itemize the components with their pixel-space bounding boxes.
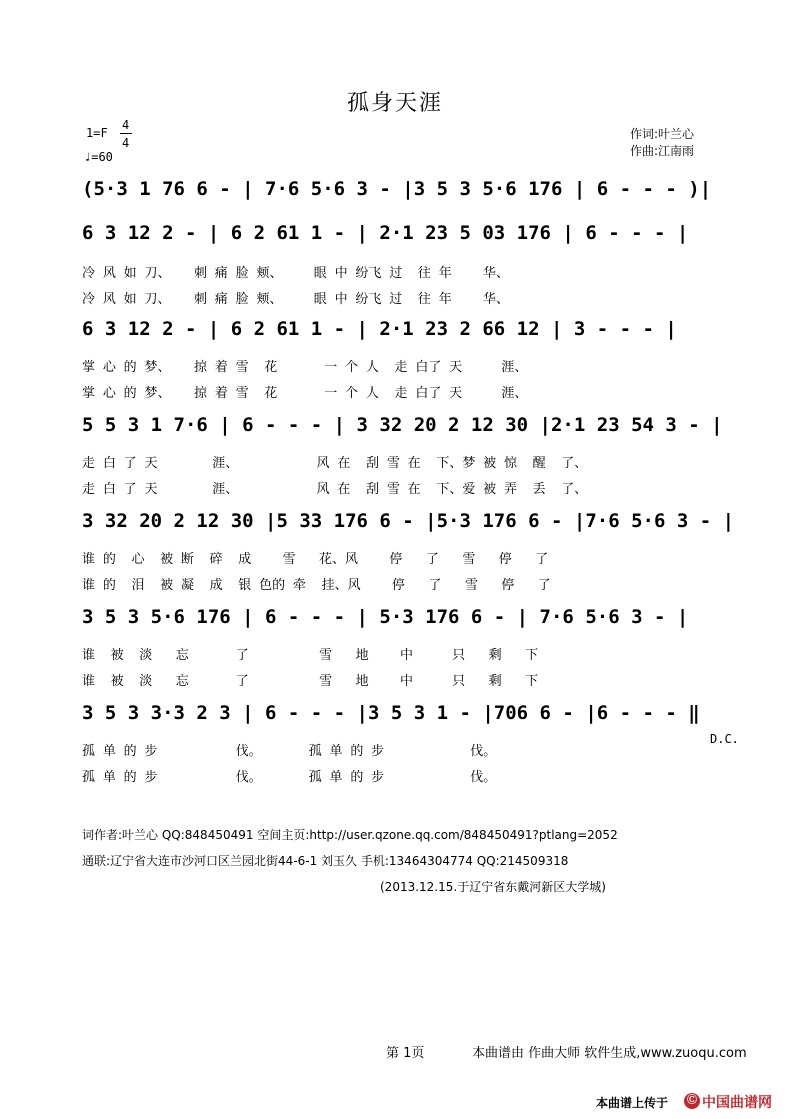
key-signature: 1=F [86, 126, 108, 140]
notes-row: 3 5 3 5·6 176 | 6 - - - | 5·3 176 6 - | 7·6 5·6 3 - | [82, 606, 689, 628]
lyric-line: 走 白 了 天 涯、 风 在 刮 雪 在 下、梦 被 惊 醒 了、 [82, 456, 588, 471]
time-signature-denominator: 4 [122, 136, 130, 150]
date-note: (2013.12.15.于辽宁省东戴河新区大学城) [380, 880, 606, 894]
notes-row: 6 3 12 2 - | 6 2 61 1 - | 2·1 23 2 66 12 | 3 - - - | [82, 318, 677, 340]
contact-info: 通联:辽宁省大连市沙河口区兰园北街44-6-1 刘玉久 手机:13464304774 QQ:214509318 [82, 854, 569, 868]
lyric-line: 掌 心 的 梦、 掠 着 雪 花 一 个 人 走 白了 天 涯、 [82, 386, 528, 401]
lyric-line: 谁 的 泪 被 凝 成 银 色的 牵 挂、风 停 了 雪 停 了 [82, 578, 551, 593]
page-number: 第 1页 [386, 1046, 425, 1061]
tempo-value: =60 [91, 150, 113, 164]
lyric-line: 掌 心 的 梦、 掠 着 雪 花 一 个 人 走 白了 天 涯、 [82, 360, 528, 375]
time-signature-numerator: 4 [122, 118, 130, 132]
lyric-line: 谁 被 淡 忘 了 雪 地 中 只 剩 下 [82, 674, 539, 689]
notes-row: 3 5 3 3·3 2 3 | 6 - - - |3 5 3 1 - |706 6 - |6 - - - ‖ [82, 702, 700, 724]
lyricist: 作词:叶兰心 [630, 127, 695, 141]
tempo-marking [84, 150, 113, 164]
lyric-line: 谁 被 淡 忘 了 雪 地 中 只 剩 下 [82, 648, 539, 663]
generator-note: 本曲谱由 作曲大师 软件生成,www.zuoqu.com [472, 1046, 747, 1061]
lyric-line: 冷 风 如 刀、 刺 痛 脸 颊、 眼 中 纷飞 过 往 年 华、 [82, 292, 510, 307]
quarter-note-icon: ♩ [84, 150, 92, 164]
lyric-line: 孤 单 的 步 伐。 孤 单 的 步 伐。 [82, 744, 497, 759]
upload-note: 本曲谱上传于 [596, 1096, 669, 1110]
time-signature-divider [120, 133, 132, 134]
credits [630, 126, 694, 160]
notes-row: 5 5 3 1 7·6 | 6 - - - | 3 32 20 2 12 30 |2·1 23 54 3 - | [82, 414, 723, 436]
author-info: 词作者:叶兰心 QQ:848450491 空间主页:http://user.qzone.qq.com/848450491?ptlang=2052 [82, 828, 618, 842]
lyric-line: 走 白 了 天 涯、 风 在 刮 雪 在 下、爱 被 弄 丢 了、 [82, 482, 588, 497]
lyric-line: 谁 的 心 被 断 碎 成 雪 花、风 停 了 雪 停 了 [82, 552, 549, 567]
lyric-line: 孤 单 的 步 伐。 孤 单 的 步 伐。 [82, 770, 497, 785]
notes-row: (5·3 1 76 6 - | 7·6 5·6 3 - |3 5 3 5·6 176 | 6 - - - )| [82, 178, 712, 200]
site-name: 中国曲谱网 [702, 1095, 772, 1111]
site-badge-icon: Ⓒ [684, 1093, 700, 1109]
notes-row: 3 32 20 2 12 30 |5 33 176 6 - |5·3 176 6 - |7·6 5·6 3 - | [82, 510, 735, 532]
composer: 作曲:江南雨 [630, 144, 695, 158]
site-logo[interactable] [684, 1092, 780, 1110]
lyric-line: 冷 风 如 刀、 刺 痛 脸 颊、 眼 中 纷飞 过 往 年 华、 [82, 266, 510, 281]
da-capo-marking: D.C. [710, 732, 739, 746]
song-title: 孤身天涯 [346, 91, 443, 116]
notes-row: 6 3 12 2 - | 6 2 61 1 - | 2·1 23 5 03 176 | 6 - - - | [82, 222, 689, 244]
